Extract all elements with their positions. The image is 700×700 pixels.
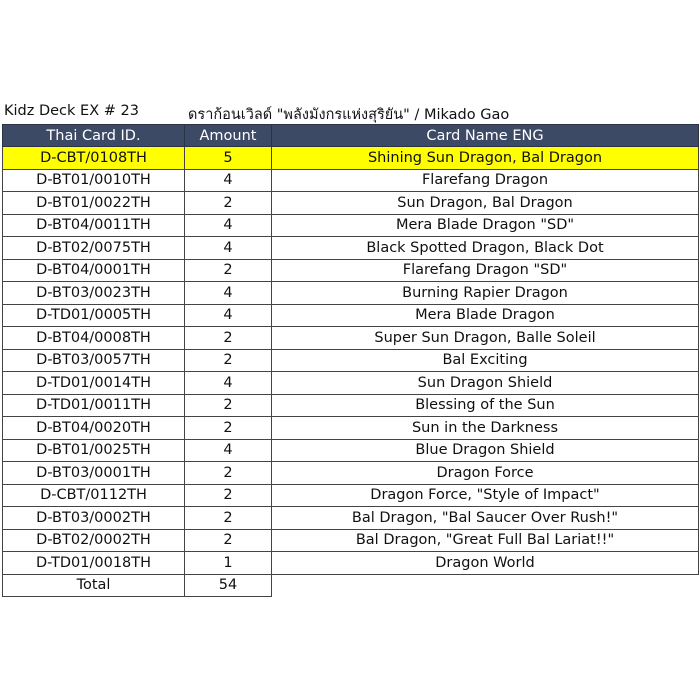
total-empty-cell	[272, 574, 699, 597]
table-row	[3, 529, 699, 552]
card-id-cell: D-BT04/0011TH	[3, 214, 185, 237]
table-row	[3, 484, 699, 507]
amount-cell: 2	[185, 417, 272, 440]
amount-cell: 4	[185, 169, 272, 192]
card-name-cell: Flarefang Dragon "SD"	[272, 259, 699, 282]
deck-sheet	[0, 100, 700, 124]
card-name-cell: Dragon World	[272, 552, 699, 575]
table-row	[3, 192, 699, 215]
card-id-cell: D-BT03/0057TH	[3, 349, 185, 372]
card-name-cell: Sun Dragon, Bal Dragon	[272, 192, 699, 215]
card-id-cell: D-TD01/0011TH	[3, 394, 185, 417]
amount-cell: 2	[185, 507, 272, 530]
card-id-cell: D-BT01/0025TH	[3, 439, 185, 462]
table-row	[3, 439, 699, 462]
deck-list-table	[2, 124, 699, 597]
amount-cell: 2	[185, 259, 272, 282]
card-name-cell: Sun Dragon Shield	[272, 372, 699, 395]
card-name-cell: Black Spotted Dragon, Black Dot	[272, 237, 699, 260]
card-name-cell: Mera Blade Dragon "SD"	[272, 214, 699, 237]
title-row	[0, 100, 700, 124]
amount-cell: 4	[185, 214, 272, 237]
amount-cell: 2	[185, 327, 272, 350]
card-name-cell: Bal Exciting	[272, 349, 699, 372]
table-row	[3, 259, 699, 282]
card-id-cell: D-BT04/0008TH	[3, 327, 185, 350]
amount-cell: 2	[185, 192, 272, 215]
amount-cell: 2	[185, 529, 272, 552]
card-name-cell: Flarefang Dragon	[272, 169, 699, 192]
card-id-cell: D-BT03/0001TH	[3, 462, 185, 485]
card-id-cell: D-BT02/0002TH	[3, 529, 185, 552]
card-id-cell: D-BT02/0075TH	[3, 237, 185, 260]
card-name-cell: Sun in the Darkness	[272, 417, 699, 440]
card-id-cell: D-BT01/0022TH	[3, 192, 185, 215]
header-row	[3, 125, 699, 147]
amount-cell: 1	[185, 552, 272, 575]
header-amount: Amount	[185, 125, 272, 147]
header-card-name: Card Name ENG	[272, 125, 699, 147]
amount-cell: 4	[185, 372, 272, 395]
card-id-cell: D-BT01/0010TH	[3, 169, 185, 192]
card-name-cell: Bal Dragon, "Great Full Bal Lariat!!"	[272, 529, 699, 552]
amount-cell: 2	[185, 394, 272, 417]
table-row	[3, 462, 699, 485]
table-row	[3, 552, 699, 575]
amount-cell: 2	[185, 484, 272, 507]
card-name-cell: Shining Sun Dragon, Bal Dragon	[272, 147, 699, 170]
amount-cell: 4	[185, 237, 272, 260]
total-value: 54	[185, 574, 272, 597]
deck-title: ดราก้อนเวิลด์ "พลังมังกรแห่งสุริยัน" / Mikado Gao	[188, 107, 510, 123]
card-name-cell: Dragon Force, "Style of Impact"	[272, 484, 699, 507]
card-name-cell: Blessing of the Sun	[272, 394, 699, 417]
card-name-cell: Bal Dragon, "Bal Saucer Over Rush!"	[272, 507, 699, 530]
total-label: Total	[3, 574, 185, 597]
table-row	[3, 507, 699, 530]
card-name-cell: Super Sun Dragon, Balle Soleil	[272, 327, 699, 350]
card-id-cell: D-TD01/0014TH	[3, 372, 185, 395]
table-row	[3, 237, 699, 260]
table-row	[3, 394, 699, 417]
total-row	[3, 574, 699, 597]
table-row	[3, 282, 699, 305]
table-row	[3, 349, 699, 372]
table-row	[3, 304, 699, 327]
card-name-cell: Mera Blade Dragon	[272, 304, 699, 327]
table-row	[3, 372, 699, 395]
card-id-cell: D-BT03/0002TH	[3, 507, 185, 530]
header-card-id: Thai Card ID.	[3, 125, 185, 147]
amount-cell: 2	[185, 462, 272, 485]
card-id-cell: D-BT04/0020TH	[3, 417, 185, 440]
card-name-cell: Dragon Force	[272, 462, 699, 485]
card-name-cell: Blue Dragon Shield	[272, 439, 699, 462]
card-id-cell: D-BT03/0023TH	[3, 282, 185, 305]
card-id-cell: D-CBT/0112TH	[3, 484, 185, 507]
table-row	[3, 327, 699, 350]
table-row	[3, 214, 699, 237]
card-name-cell: Burning Rapier Dragon	[272, 282, 699, 305]
table-row	[3, 147, 699, 170]
card-id-cell: D-TD01/0005TH	[3, 304, 185, 327]
amount-cell: 4	[185, 304, 272, 327]
amount-cell: 4	[185, 282, 272, 305]
amount-cell: 4	[185, 439, 272, 462]
amount-cell: 5	[185, 147, 272, 170]
amount-cell: 2	[185, 349, 272, 372]
table-row	[3, 417, 699, 440]
table-row	[3, 169, 699, 192]
card-id-cell: D-CBT/0108TH	[3, 147, 185, 170]
card-id-cell: D-BT04/0001TH	[3, 259, 185, 282]
deck-label: Kidz Deck EX # 23	[4, 103, 139, 119]
card-id-cell: D-TD01/0018TH	[3, 552, 185, 575]
